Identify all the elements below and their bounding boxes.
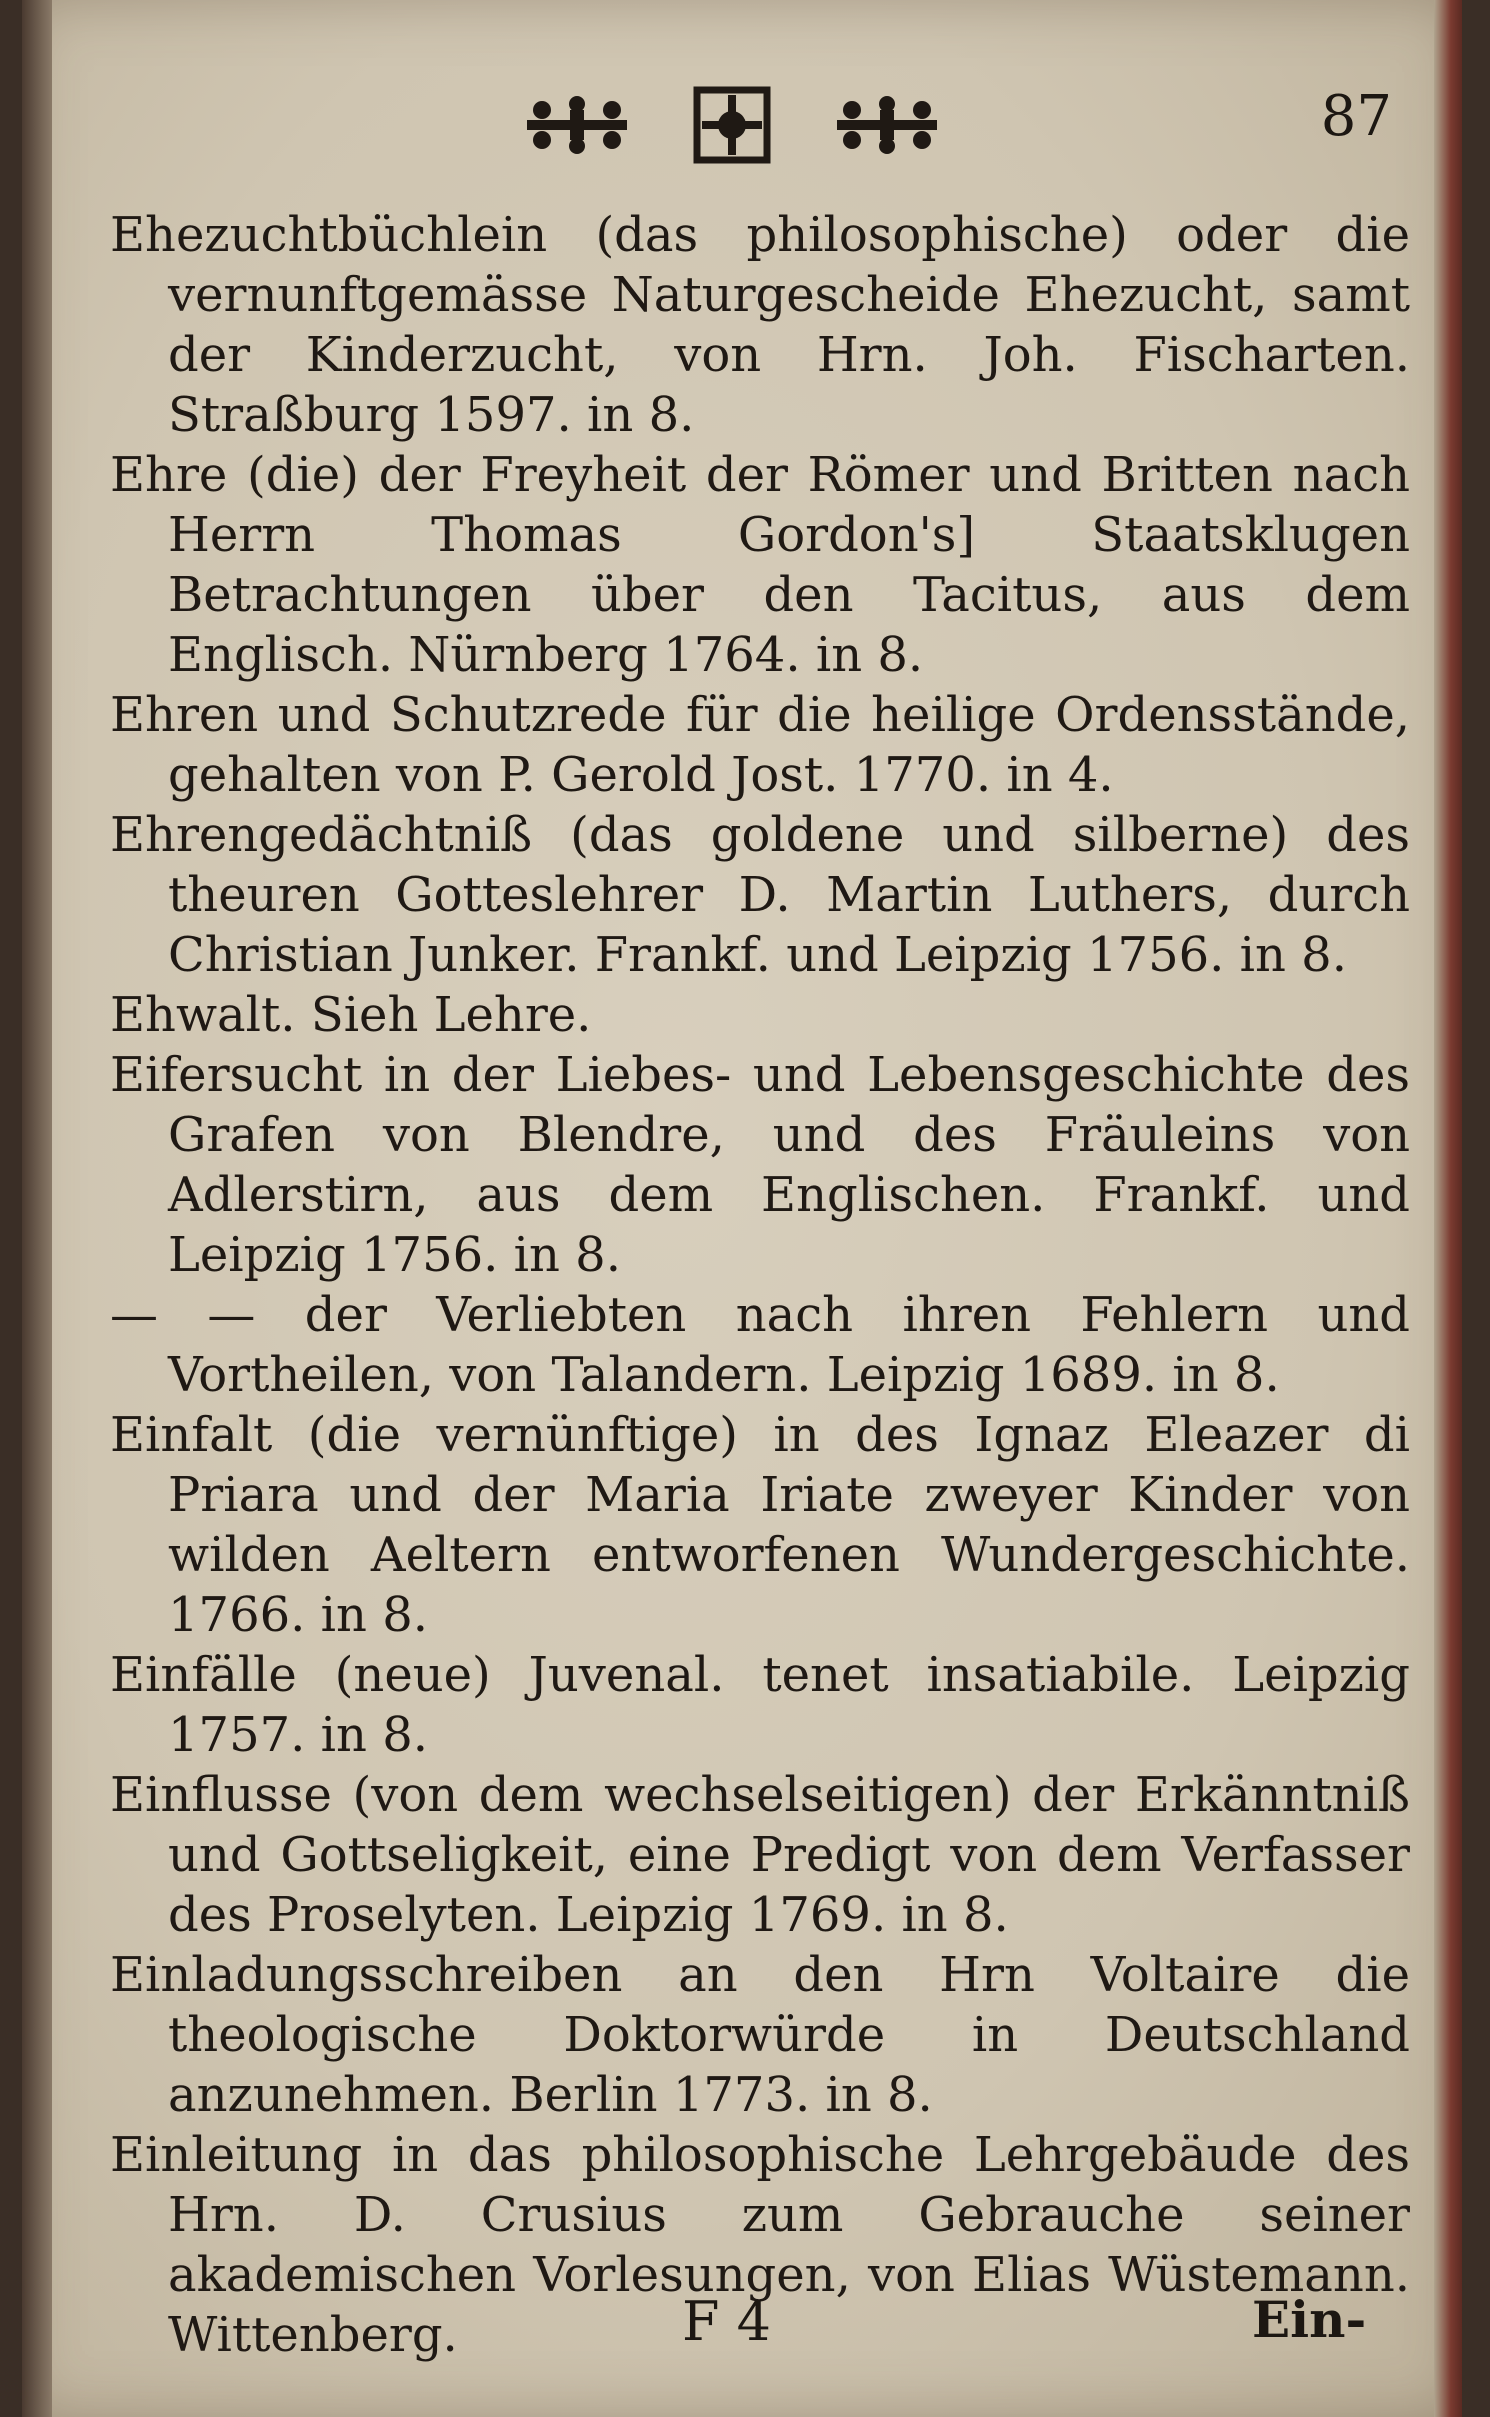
- catchword: Ein-: [1252, 2290, 1367, 2349]
- signature-mark: F 4: [682, 2290, 771, 2353]
- catalog-entry: Ehre (die) der Freyheit der Römer und Britten nach Herrn Thomas Gordon's] Staatsklugen Betrachtungen über den Tacitus, aus dem Englisch. Nürnberg 1764. in 8.: [110, 447, 1410, 683]
- ornament-center-icon: [692, 85, 772, 165]
- catalog-entries: [110, 205, 1410, 2365]
- catalog-entry: Ehrengedächtniß (das goldene und silberne) des theuren Gotteslehrer D. Martin Luthers, durch Christian Junker. Frankf. und Leipzig 1756. in 8.: [110, 807, 1410, 983]
- page-edge: [1434, 0, 1462, 2417]
- ornament-left-icon: [522, 90, 632, 160]
- ornament-right-icon: [832, 90, 942, 160]
- book-page: [22, 0, 1462, 2417]
- catalog-entry: — — der Verliebten nach ihren Fehlern und Vortheilen, von Talandern. Leipzig 1689. in 8.: [110, 1287, 1410, 1403]
- catalog-entry: Ehren und Schutzrede für die heilige Ordensstände, gehalten von P. Gerold Jost. 1770. in 4.: [110, 687, 1410, 803]
- catalog-entry: Einfälle (neue) Juvenal. tenet insatiabile. Leipzig 1757. in 8.: [110, 1647, 1410, 1763]
- catalog-entry: Ehwalt. Sieh Lehre.: [110, 987, 592, 1043]
- page-gutter: [22, 0, 52, 2417]
- catalog-entry: Einleitung in das philosophische Lehrgebäude des Hrn. D. Crusius zum Gebrauche seiner akademischen Vorlesungen, von Elias Wüstemann. Wittenberg.: [110, 2127, 1410, 2363]
- catalog-entry: Einladungsschreiben an den Hrn Voltaire die theologische Doktorwürde in Deutschland anzunehmen. Berlin 1773. in 8.: [110, 1947, 1410, 2123]
- catalog-entry: Ehezuchtbüchlein (das philosophische) oder die vernunftgemässe Naturgescheide Ehezucht, samt der Kinderzucht, von Hrn. Joh. Fischarten. Straßburg 1597. in 8.: [110, 207, 1410, 443]
- header-ornament: [522, 80, 942, 170]
- page-number: 87: [1320, 84, 1392, 149]
- catalog-entry: Einfalt (die vernünftige) in des Ignaz Eleazer di Priara und der Maria Iriate zweyer Kinder von wilden Aeltern entworfenen Wundergeschichte. 1766. in 8.: [110, 1407, 1410, 1643]
- catalog-entry: Einflusse (von dem wechselseitigen) der Erkänntniß und Gottseligkeit, eine Predigt von dem Verfasser des Proselyten. Leipzig 1769. in 8.: [110, 1767, 1410, 1943]
- catalog-entry: Eifersucht in der Liebes- und Lebensgeschichte des Grafen von Blendre, und des Fräuleins von Adlerstirn, aus dem Englischen. Frankf. und Leipzig 1756. in 8.: [110, 1047, 1410, 1283]
